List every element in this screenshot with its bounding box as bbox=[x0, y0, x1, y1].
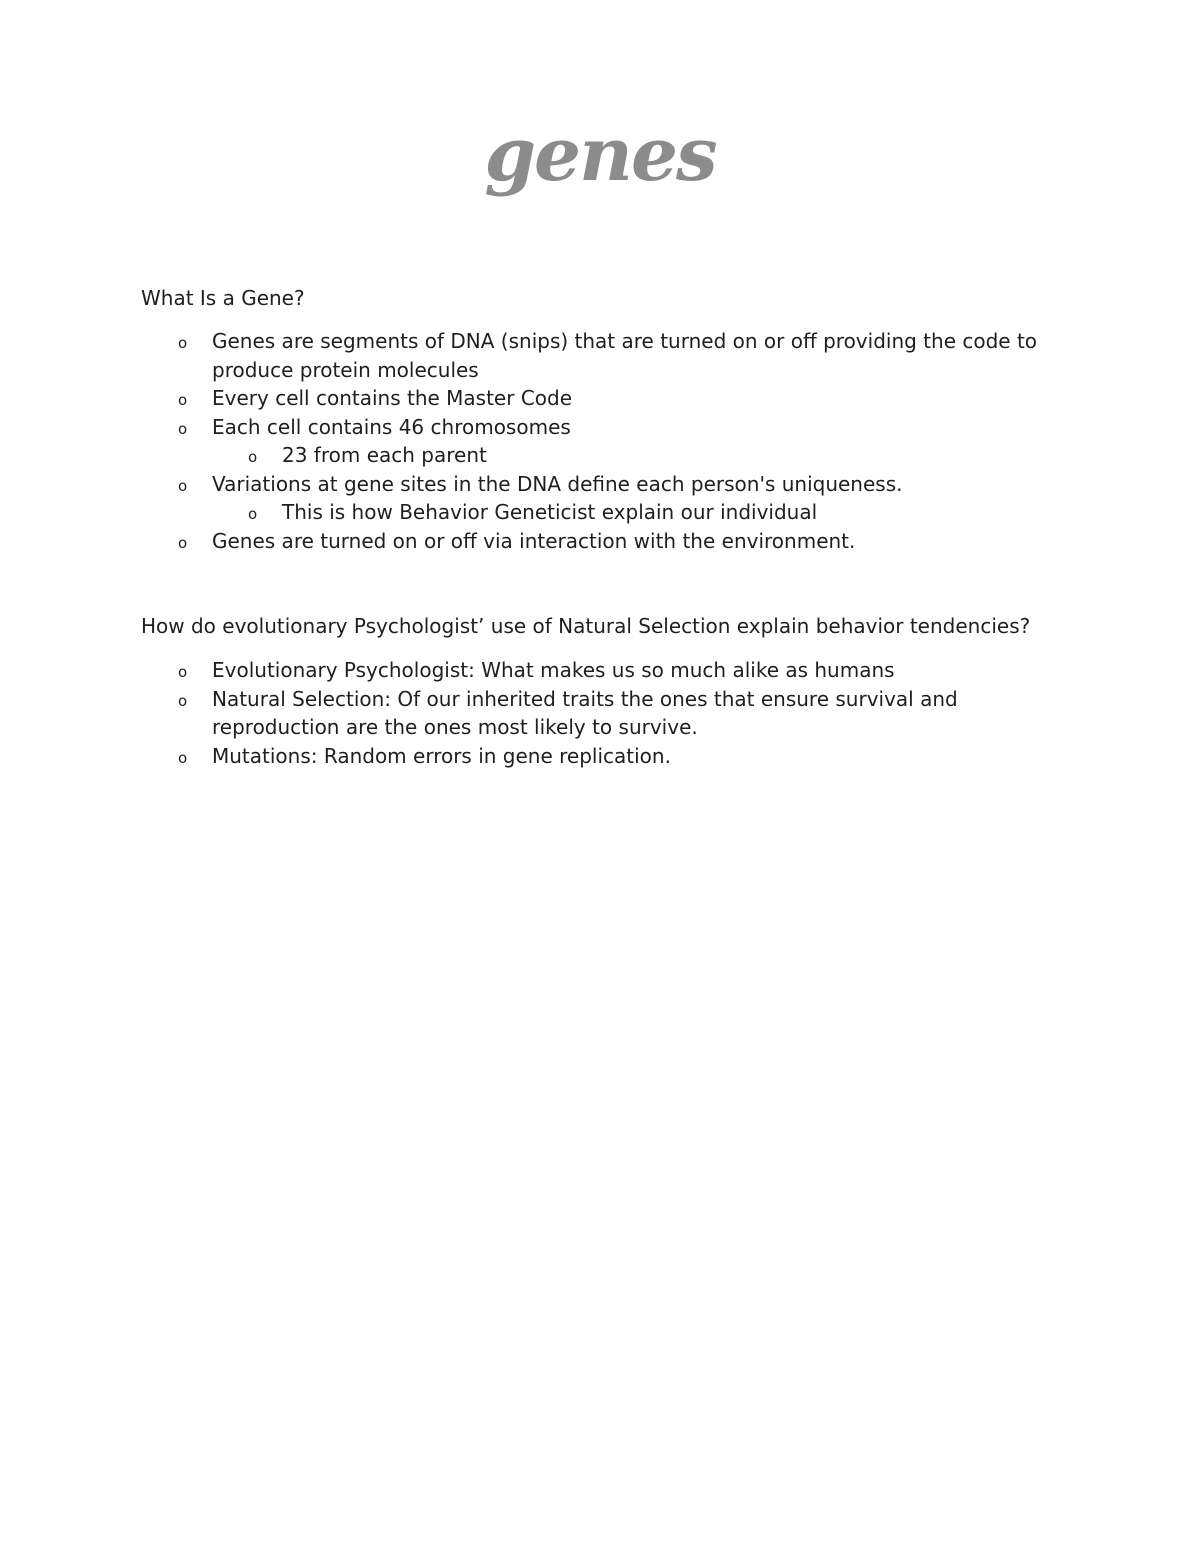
list-item-text: Natural Selection: Of our inherited traits the ones that ensure survival and reproduction are the ones most likely to survive. bbox=[212, 686, 958, 739]
bullet-icon: o bbox=[178, 533, 188, 552]
bullet-icon: o bbox=[248, 505, 258, 523]
document-title: genes bbox=[484, 112, 716, 198]
list-item bbox=[141, 685, 1041, 742]
list-item-text: Mutations: Random errors in gene replication. bbox=[212, 743, 671, 768]
section-question: How do evolutionary Psychologist’ use of Natural Selection explain behavior tendencies? bbox=[141, 614, 1031, 638]
list-item-text: Genes are turned on or off via interaction with the environment. bbox=[212, 528, 856, 553]
section-what-is-a-gene bbox=[141, 285, 1041, 555]
list-item bbox=[141, 527, 1041, 556]
bullet-icon: o bbox=[178, 391, 188, 409]
list-item bbox=[141, 327, 1041, 384]
bullet-icon: o bbox=[178, 476, 188, 495]
section-natural-selection bbox=[141, 613, 1041, 770]
list-item-nested bbox=[141, 498, 1041, 527]
bullet-icon: o bbox=[178, 419, 188, 438]
list-item bbox=[141, 656, 1041, 685]
list-item-text: Variations at gene sites in the DNA define each person's uniqueness. bbox=[212, 471, 903, 496]
list-item-text: This is how Behavior Geneticist explain our individual bbox=[282, 500, 818, 524]
list-item bbox=[141, 413, 1041, 442]
bullet-icon: o bbox=[178, 748, 188, 767]
list-item-nested bbox=[141, 441, 1041, 470]
bullet-icon: o bbox=[178, 691, 188, 710]
list-item-text: 23 from each parent bbox=[282, 443, 487, 467]
list-item-text: Every cell contains the Master Code bbox=[212, 386, 573, 410]
bullet-icon: o bbox=[248, 448, 258, 466]
list-item bbox=[141, 742, 1041, 771]
list-item-text: Each cell contains 46 chromosomes bbox=[212, 414, 571, 439]
bullet-icon: o bbox=[178, 663, 188, 681]
list-item bbox=[141, 470, 1041, 499]
list-item-text: Evolutionary Psychologist: What makes us so much alike as humans bbox=[212, 658, 895, 682]
section-question: What Is a Gene? bbox=[141, 286, 305, 310]
bullet-icon: o bbox=[178, 334, 188, 352]
list-item-text: Genes are segments of DNA (snips) that are turned on or off providing the code to produce protein molecules bbox=[212, 329, 1038, 382]
bullet-list bbox=[141, 327, 1041, 555]
bullet-list bbox=[141, 656, 1041, 770]
list-item bbox=[141, 384, 1041, 413]
